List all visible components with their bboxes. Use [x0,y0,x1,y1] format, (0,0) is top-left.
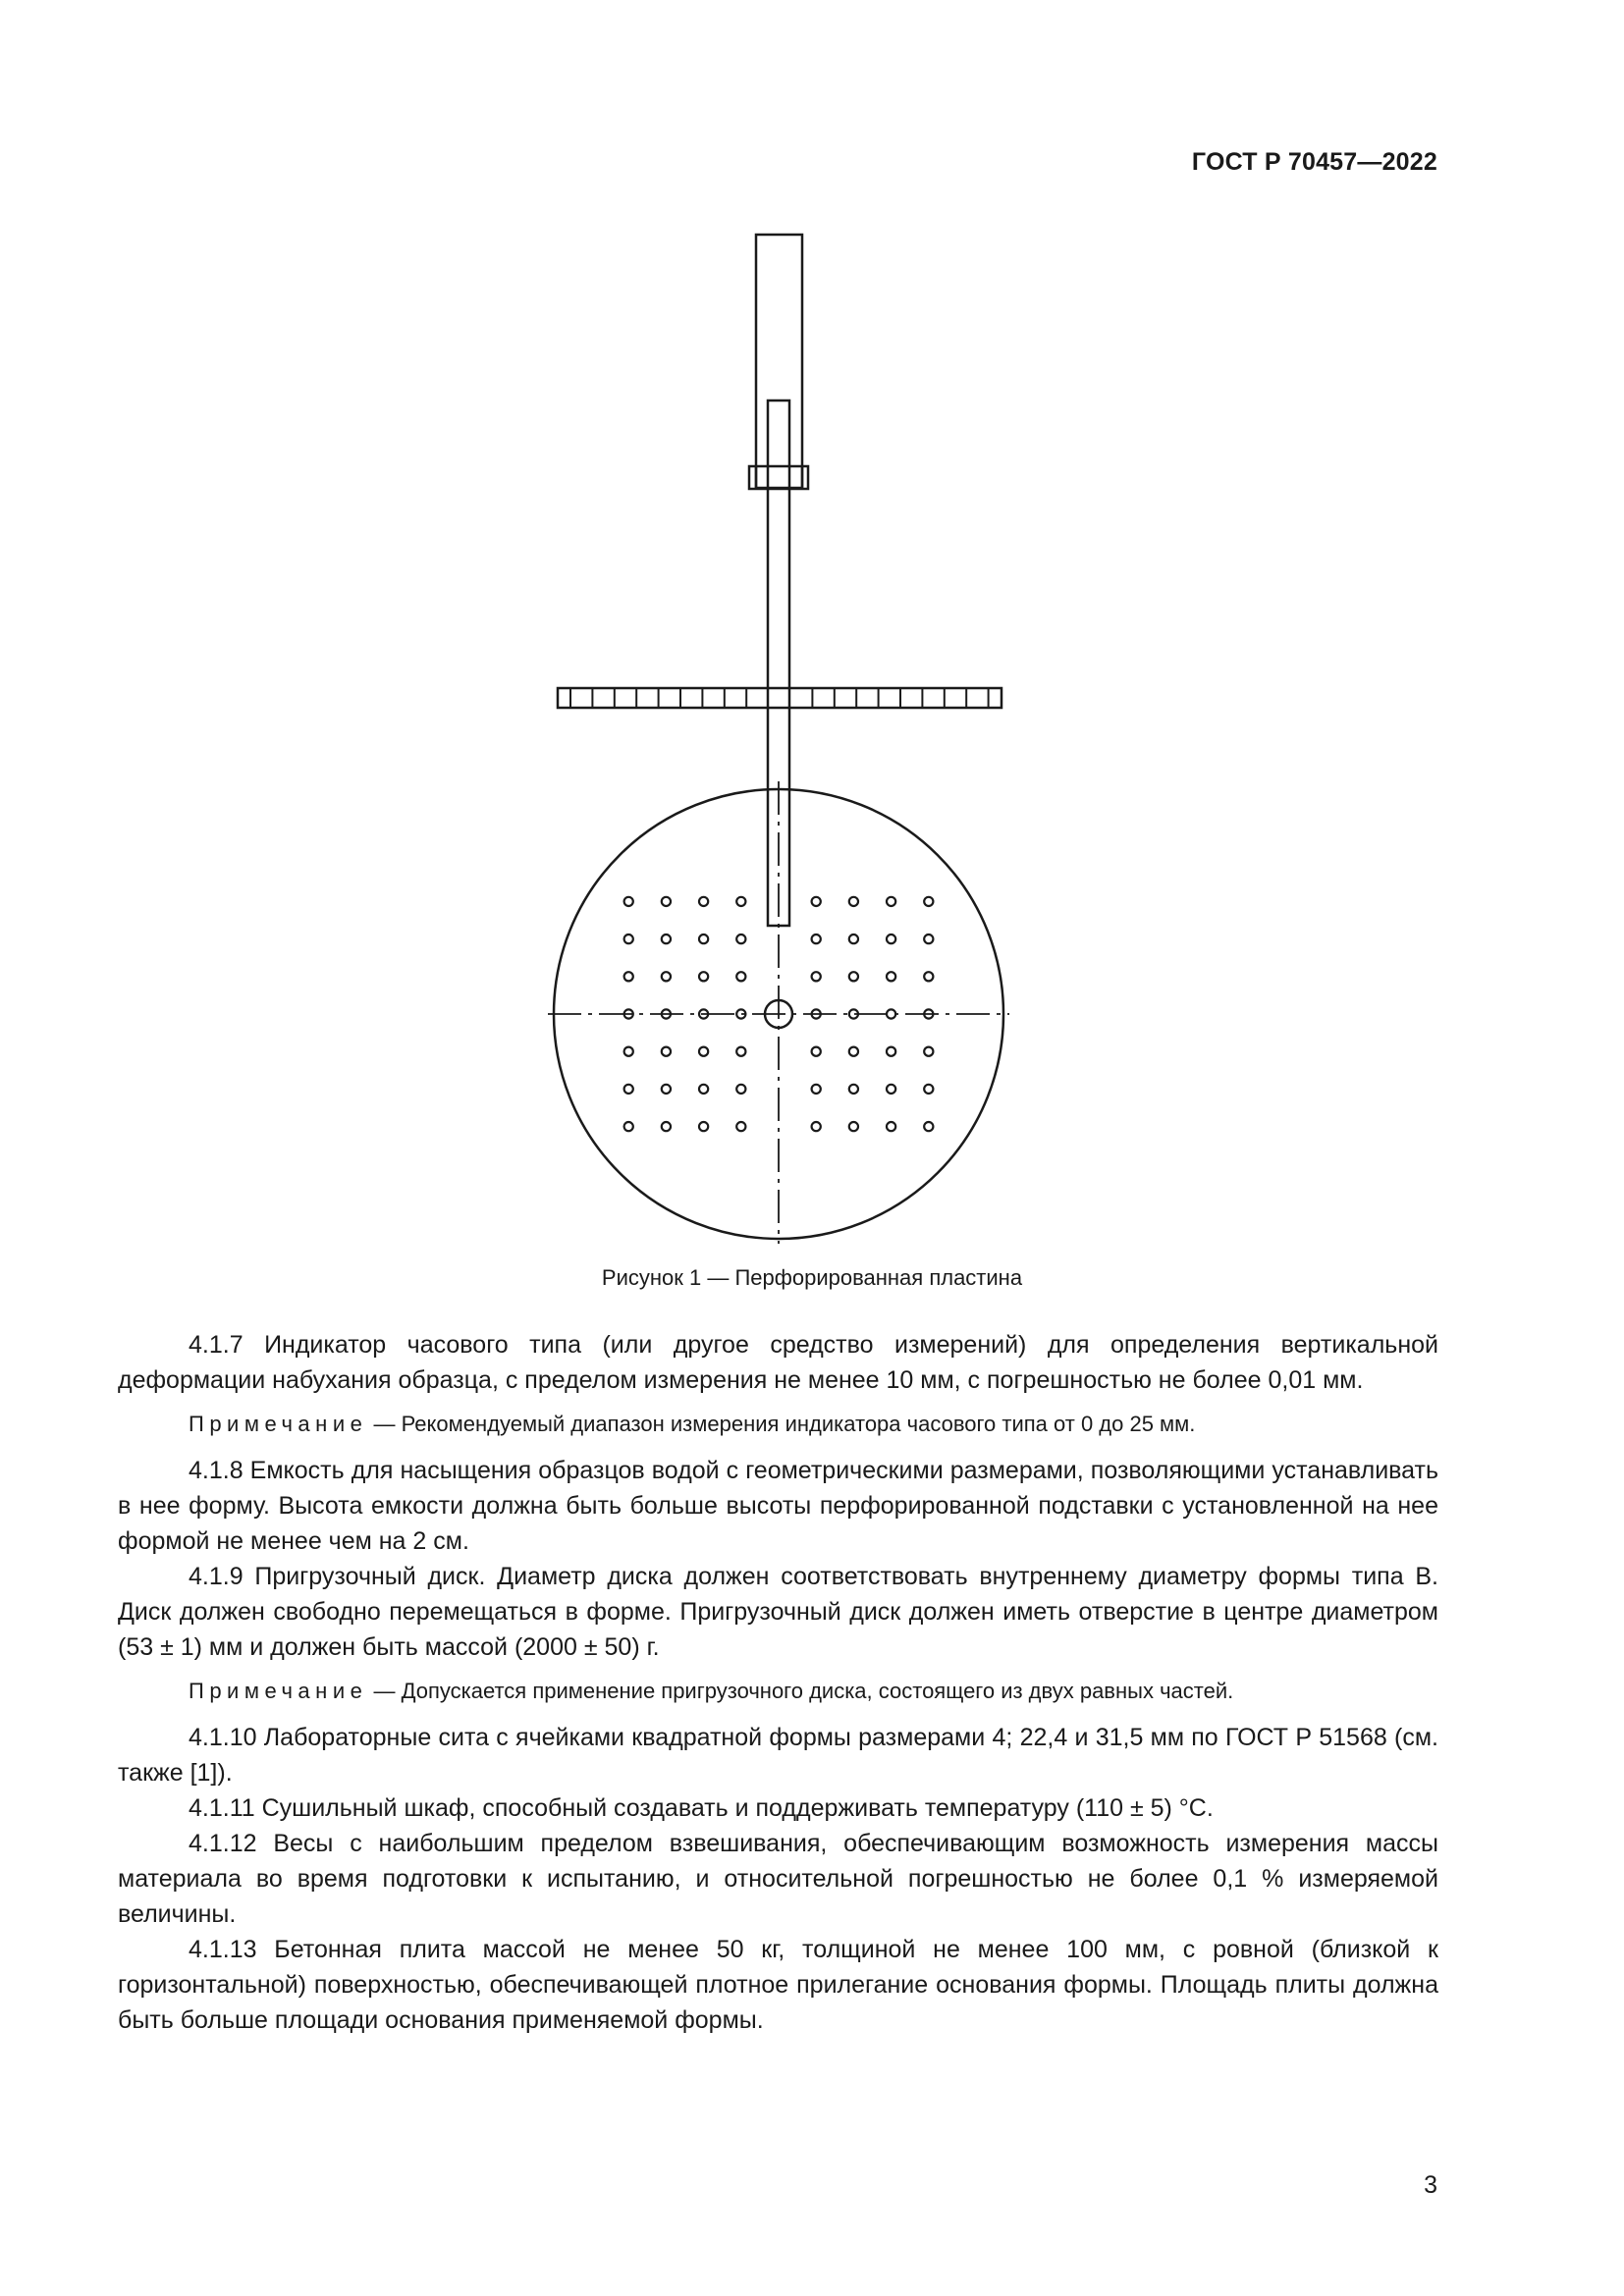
perforation-hole [699,897,708,906]
perforation-hole [849,897,858,906]
perforation-hole [624,1085,633,1094]
perforation-hole [924,934,933,943]
perforation-hole [736,1047,745,1056]
perforation-hole [736,1122,745,1131]
perforation-hole [699,934,708,943]
page-number: 3 [1424,2171,1437,2199]
perforation-hole [849,1122,858,1131]
side-view [558,235,1001,926]
note-label: Примечание [189,1679,368,1703]
perforation-hole [887,1009,895,1018]
perforation-hole [624,1122,633,1131]
perforation-hole [662,1085,671,1094]
perforation-hole [812,1047,821,1056]
perforation-hole [699,972,708,981]
perforation-hole [812,972,821,981]
note-label: Примечание [189,1412,368,1436]
perforation-hole [662,1122,671,1131]
perforation-hole [812,897,821,906]
perforation-hole [849,934,858,943]
perforation-hole [736,972,745,981]
paragraph-4-1-12: 4.1.12 Весы с наибольшим пределом взвешивания, обеспечивающим возможность измерения массы материала во время подготовки к испытанию, и относительной погрешностью не более 0,1 % измеряемой величины. [118,1830,1438,1928]
perforation-hole [924,972,933,981]
note-1 [118,1410,1438,1439]
perforation-hole [662,897,671,906]
perforation-hole [624,897,633,906]
perforation-hole [887,934,895,943]
perforation-hole [924,1047,933,1056]
perforation-hole [887,972,895,981]
figure-perforated-plate [530,221,1031,1261]
perforation-hole [887,1085,895,1094]
perforation-hole [849,1085,858,1094]
perforation-hole [699,1085,708,1094]
perforation-hole [699,1122,708,1131]
note-2 [118,1677,1438,1706]
plate-slots [570,688,989,708]
handle [756,235,802,488]
perforation-hole [924,897,933,906]
perforation-hole [736,1085,745,1094]
paragraph-4-1-7: 4.1.7 Индикатор часового типа (или другое средство измерений) для определения вертикальной деформации набухания образца, с пределом измерения не менее 10 мм, с погрешностью не более 0,01 мм. [118,1331,1438,1394]
perforation-hole [662,1047,671,1056]
perforation-hole [662,972,671,981]
paragraph-4-1-8: 4.1.8 Емкость для насыщения образцов водой с геометрическими размерами, позволяющими устанавливать в нее форму. Высота емкости должна быть больше высоты перфорированной подставки с установленной на нее формой не менее чем на 2 см. [118,1457,1438,1555]
perforation-hole [924,1085,933,1094]
paragraph-4-1-13: 4.1.13 Бетонная плита массой не менее 50 кг, толщиной не менее 100 мм, с ровной (близкой к горизонтальной) поверхностью, обеспечивающей плотное прилегание основания формы. Площадь плиты должна быть больше площади основания применяемой формы. [118,1936,1438,2034]
perforation-hole [624,934,633,943]
perforation-hole [736,897,745,906]
perforation-hole [624,1047,633,1056]
paragraph-4-1-10: 4.1.10 Лабораторные сита с ячейками квадратной формы размерами 4; 22,4 и 31,5 мм по ГОСТ Р 51568 (см. также [1]). [118,1724,1438,1787]
body-text [118,1327,1438,2038]
perforation-hole [812,1122,821,1131]
perforation-hole [924,1122,933,1131]
perforation-hole [736,934,745,943]
perforation-hole [624,972,633,981]
paragraph-4-1-9: 4.1.9 Пригрузочный диск. Диаметр диска должен соответствовать внутреннему диаметру формы типа В. Диск должен свободно перемещаться в форме. Пригрузочный диск должен иметь отверстие в центре диаметром (53 ± 1) мм и должен быть массой (2000 ± 50) г. [118,1563,1438,1661]
figure-caption: Рисунок 1 — Перфорированная пластина [601,1265,1023,1290]
perforation-hole [887,1047,895,1056]
perforation-hole [699,1047,708,1056]
clamp-nut [749,466,808,489]
note-text: — Рекомендуемый диапазон измерения индикатора часового типа от 0 до 25 мм. [367,1412,1196,1436]
perforation-hole [812,1085,821,1094]
top-view [548,781,1009,1244]
perforation-hole [662,934,671,943]
note-text: — Допускается применение пригрузочного диска, состоящего из двух равных частей. [367,1679,1234,1703]
perforation-hole [887,897,895,906]
perforation-hole [849,1047,858,1056]
perforation-hole [887,1122,895,1131]
perforation-hole [812,934,821,943]
perforation-hole [849,972,858,981]
standard-designation: ГОСТ Р 70457—2022 [1191,148,1437,176]
perforated-plate-side [558,688,1001,708]
paragraph-4-1-11: 4.1.11 Сушильный шкаф, способный создавать и поддерживать температуру (110 ± 5) °С. [189,1794,1214,1822]
